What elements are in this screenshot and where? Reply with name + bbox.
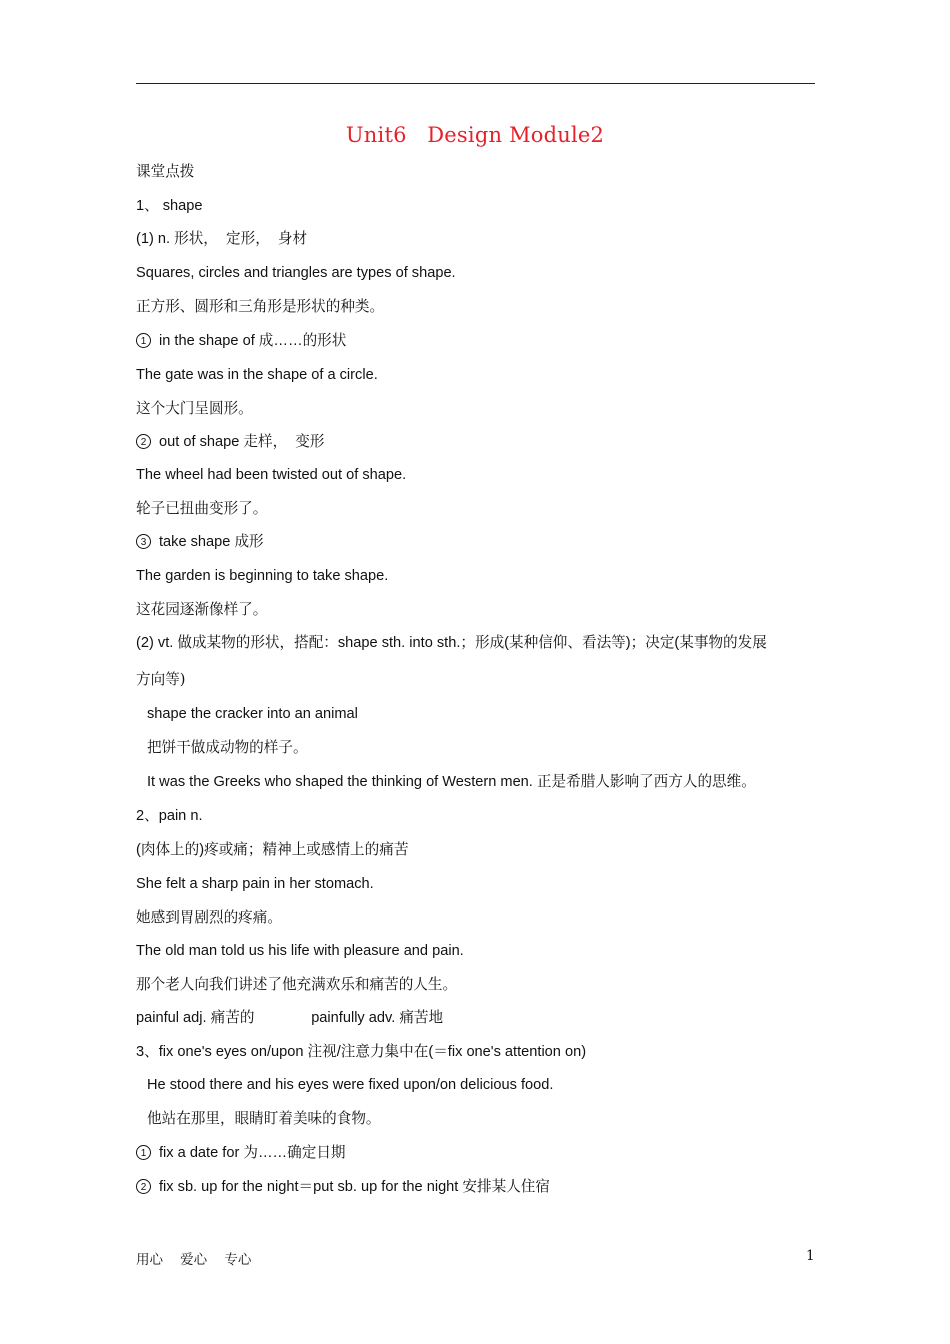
footer-motto: 用心 爱心 专心	[136, 1252, 252, 1268]
phrase-text: in the shape of 成……的形状	[159, 333, 347, 349]
header-rule	[136, 83, 815, 84]
phrase-text: fix sb. up for the night＝put sb. up for the night 安排某人住宿	[159, 1179, 550, 1195]
example-sentence: She felt a sharp pain in her stomach.	[136, 876, 374, 892]
circled-number: 2	[136, 434, 151, 449]
page-number: 1	[806, 1248, 815, 1264]
phrase-line	[136, 532, 264, 552]
circled-number: 1	[136, 1145, 151, 1160]
translation-line: 轮子已扭曲变形了。	[136, 500, 268, 517]
translation-line: 把饼干做成动物的样子。	[147, 739, 308, 756]
example-sentence: shape the cracker into an animal	[147, 706, 358, 722]
example-sentence: He stood there and his eyes were fixed upon/on delicious food.	[147, 1077, 554, 1093]
translation-line: 这花园逐渐像样了。	[136, 601, 268, 618]
translation-line: 正方形、圆形和三角形是形状的种类。	[136, 298, 385, 315]
phrase-line	[136, 331, 346, 351]
phrase-text: take shape 成形	[159, 534, 264, 550]
example-sentence: The gate was in the shape of a circle.	[136, 367, 378, 383]
phrase-text: out of shape 走样， 变形	[159, 434, 325, 450]
item-heading-shape: 1、 shape	[136, 198, 203, 214]
translation-line: 他站在那里，眼睛盯着美味的食物。	[147, 1110, 381, 1127]
phrase-line	[136, 432, 324, 452]
circled-number: 3	[136, 534, 151, 549]
definition-line: (2) vt. 做成某物的形状，搭配：shape sth. into sth.；形成(某种信仰、看法等)；决定(某事物的发展	[136, 635, 767, 651]
example-sentence: It was the Greeks who shaped the thinking of Western men. 正是希腊人影响了西方人的思维。	[147, 774, 756, 790]
definition-line: (1) n. 形状， 定形， 身材	[136, 231, 308, 247]
definition-line: (肉体上的)疼或痛；精神上或感情上的痛苦	[136, 842, 409, 858]
section-heading: 课堂点拨	[136, 163, 195, 180]
circled-number: 1	[136, 333, 151, 348]
translation-line: 这个大门呈圆形。	[136, 400, 253, 417]
phrase-line	[136, 1177, 550, 1197]
example-sentence: Squares, circles and triangles are types of shape.	[136, 265, 456, 281]
phrase-text: fix a date for 为……确定日期	[159, 1145, 346, 1161]
circled-number: 2	[136, 1179, 151, 1194]
translation-line: 那个老人向我们讲述了他充满欢乐和痛苦的人生。	[136, 976, 458, 993]
definition-line-continued: 方向等)	[136, 671, 186, 688]
item-heading-pain: 2、pain n.	[136, 808, 203, 824]
example-sentence: The wheel had been twisted out of shape.	[136, 467, 407, 483]
item-heading-fix: 3、fix one's eyes on/upon 注视/注意力集中在(＝fix one's attention on)	[136, 1044, 587, 1060]
derivatives-line: painful adj. 痛苦的 painfully adv. 痛苦地	[136, 1010, 444, 1026]
translation-line: 她感到胃剧烈的疼痛。	[136, 909, 282, 926]
example-sentence: The garden is beginning to take shape.	[136, 568, 389, 584]
example-sentence: The old man told us his life with pleasure and pain.	[136, 943, 464, 959]
phrase-line	[136, 1143, 346, 1163]
document-title: Unit6 Design Module2	[345, 123, 605, 147]
